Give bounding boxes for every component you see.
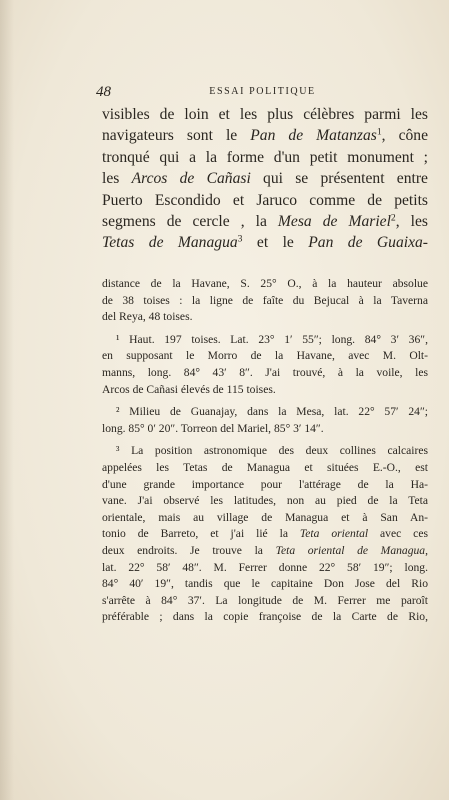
text-run: de 38 toises : la ligne de faîte du Bejucal à la Taverna xyxy=(102,293,428,307)
text-run: Arcos de Cañasi élevés de 115 toises. xyxy=(102,382,276,396)
text-run: avec ces xyxy=(368,527,428,541)
footnote xyxy=(102,276,428,326)
body-line xyxy=(102,232,428,253)
text-run: ³ La position astronomique des deux collines calcaires xyxy=(116,444,428,458)
footnote-line xyxy=(102,276,428,293)
text-run: visibles de loin et les plus célèbres parmi les xyxy=(102,106,428,123)
text-run: les xyxy=(102,170,132,188)
text-run: ¹ Haut. 197 toises. Lat. 23° 1′ 55″; long. 84° 3′ 36″, xyxy=(116,332,428,346)
italic-term: Tetas de Managua xyxy=(102,234,238,252)
footnotes-block xyxy=(102,276,428,632)
text-run: ² Milieu de Guanajay, dans la Mesa, lat. 22° 57′ 24″; xyxy=(116,405,428,419)
body-line xyxy=(102,211,428,232)
text-run: en supposant le Morro de la Havane, avec M. Olt- xyxy=(102,349,428,363)
text-run: vane. J'ai observé les latitudes, non au pied de la Teta xyxy=(102,494,428,508)
text-run: , cône xyxy=(381,127,429,145)
text-run: s'arrête à 84° 37′. La longitude de M. Ferrer me paroît xyxy=(102,593,428,607)
footnote-line xyxy=(102,526,428,543)
gutter-shadow xyxy=(0,0,14,800)
text-run: navigateurs sont le xyxy=(102,127,251,145)
text-run: préférable ; dans la copie françoise de la Carte de Rio, xyxy=(102,610,428,624)
text-run: lat. 22° 58′ 48″. M. Ferrer donne 22° 58′ 19″; long. xyxy=(102,560,428,574)
footnote-ref: 3 xyxy=(237,234,243,246)
text-run: Puerto Escondido et Jaruco comme de petits xyxy=(102,191,428,209)
text-run: appelées les Tetas de Managua et situées E.-O., est xyxy=(102,460,428,474)
italic-term: Arcos de Cañasi xyxy=(131,170,251,188)
footnote-line xyxy=(102,460,428,477)
body-line xyxy=(102,125,428,146)
italic-term: Teta oriental de Managua xyxy=(275,543,426,557)
text-run: qui se présentent entre xyxy=(250,170,428,188)
text-run: 84° 40′ 19″, tandis que le capitaine Don Jose del Rio xyxy=(102,577,428,591)
footnote-line xyxy=(102,543,428,560)
footnote-line xyxy=(102,477,428,494)
footnote-line xyxy=(102,404,428,421)
body-line xyxy=(102,147,428,168)
footnote-line xyxy=(102,510,428,527)
footnote-line xyxy=(102,365,428,382)
text-run: et le xyxy=(242,234,309,252)
text-run: , xyxy=(425,543,429,557)
text-run: del Reya, 48 toises. xyxy=(102,310,193,324)
footnote-line xyxy=(102,609,428,626)
text-run: tonio de Barreto, et j'ai lié la xyxy=(102,527,300,541)
footnote xyxy=(102,404,428,437)
body-line xyxy=(102,104,428,125)
text-run: tronqué qui a la forme d'un petit monument ; xyxy=(102,148,428,166)
footnote-line xyxy=(102,493,428,510)
footnote xyxy=(102,332,428,398)
page-header xyxy=(96,84,429,104)
footnote-line xyxy=(102,421,428,438)
footnote-ref: 1 xyxy=(376,127,382,139)
italic-term: Mesa de Mariel xyxy=(277,213,391,231)
footnote-line xyxy=(102,443,428,460)
footnote-line xyxy=(102,593,428,610)
footnote-ref: 2 xyxy=(390,212,396,224)
text-run: manns, long. 84° 43′ 8″. J'ai trouvé, à la voile, les xyxy=(102,365,428,379)
text-run: segmens de cercle , la xyxy=(102,213,278,231)
body-line xyxy=(102,190,428,211)
footnote-line xyxy=(102,560,428,577)
footnote-line xyxy=(102,309,428,326)
text-run: orientale, mais au village de Managua et à San An- xyxy=(102,510,428,524)
footnote xyxy=(102,443,428,626)
footnote-line xyxy=(102,382,428,399)
body-line xyxy=(102,168,428,189)
footnote-line xyxy=(102,576,428,593)
footnote-line xyxy=(102,332,428,349)
footnote-line xyxy=(102,293,428,310)
page-number: 48 xyxy=(96,84,111,100)
footnote-line xyxy=(102,348,428,365)
italic-term: Teta oriental xyxy=(299,527,369,541)
main-paragraph xyxy=(102,104,428,254)
text-run: d'une grande importance pour l'attérage de la Ha- xyxy=(102,477,428,491)
text-run: , les xyxy=(395,213,428,231)
italic-term: Pan de Guaixa- xyxy=(308,234,429,252)
italic-term: Pan de Matanzas xyxy=(250,127,377,145)
running-head: ESSAI POLITIQUE xyxy=(209,86,316,97)
text-run: deux endroits. Je trouve la xyxy=(102,543,276,557)
text-run: long. 85° 0′ 20″. Torreon del Mariel, 85° 3′ 14″. xyxy=(102,421,324,435)
text-run: distance de la Havane, S. 25° O., à la hauteur absolue xyxy=(102,277,428,290)
